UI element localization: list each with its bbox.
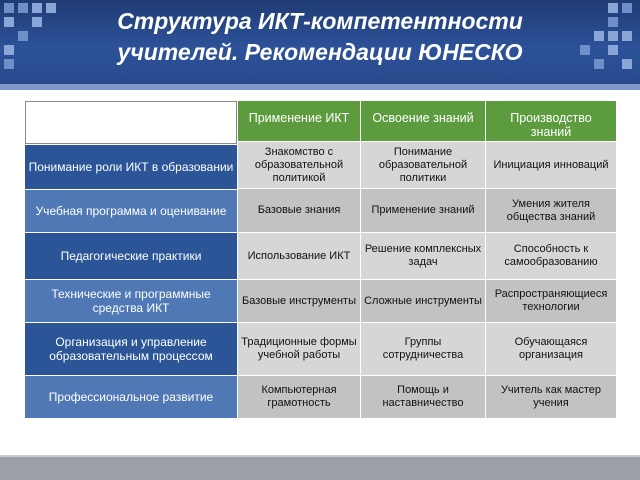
table-cell: Базовые знания (238, 189, 360, 232)
table-cell: Традиционные формы учебной работы (238, 323, 360, 375)
row-header-organization: Организация и управление образовательным процессом (25, 323, 237, 375)
table-cell: Базовые инструменты (238, 280, 360, 322)
decor-square (580, 45, 590, 55)
decor-square (4, 45, 14, 55)
decor-square (594, 31, 604, 41)
title-line-2: учителей. Рекомендации ЮНЕСКО (117, 39, 523, 65)
table-corner (25, 101, 237, 144)
decor-square (608, 3, 618, 13)
table-cell: Распространяющиеся технологии (486, 280, 616, 322)
table-cell: Умения жителя общества знаний (486, 189, 616, 232)
decor-square (608, 31, 618, 41)
decor-square (594, 59, 604, 69)
row-header-tools: Технические и программные средства ИКТ (25, 280, 237, 322)
row-header-professional: Профессиональное развитие (25, 376, 237, 418)
table-cell: Решение комплексных задач (361, 233, 485, 279)
header-band (0, 84, 640, 90)
title-line-1: Структура ИКТ-компетентности (117, 8, 523, 34)
decor-square (18, 3, 28, 13)
slide-title (70, 6, 570, 68)
decor-square (622, 31, 632, 41)
table-cell: Компьютерная грамотность (238, 376, 360, 418)
row-header-curriculum: Учебная программа и оценивание (25, 190, 237, 232)
table-cell: Знакомство с образовательной политикой (238, 142, 360, 188)
decor-square (4, 3, 14, 13)
table-cell: Сложные инструменты (361, 280, 485, 322)
decor-square (608, 45, 618, 55)
table-cell: Инициация инноваций (486, 142, 616, 188)
decor-square (46, 3, 56, 13)
slide-footer (0, 457, 640, 480)
decor-square (18, 31, 28, 41)
row-header-policy: Понимание роли ИКТ в образовании (25, 145, 237, 189)
table-cell: Обучающаяся организация (486, 323, 616, 375)
table-cell: Помощь и наставничество (361, 376, 485, 418)
decor-square (4, 59, 14, 69)
column-header-acquire: Освоение знаний (361, 101, 485, 141)
column-header-apply: Применение ИКТ (238, 101, 360, 141)
decor-square (32, 17, 42, 27)
column-header-create: Производство знаний (486, 101, 616, 141)
row-header-pedagogy: Педагогические практики (25, 233, 237, 279)
decor-square (622, 3, 632, 13)
table-cell: Применение знаний (361, 189, 485, 232)
decor-square (4, 17, 14, 27)
table-cell: Группы сотрудничества (361, 323, 485, 375)
table-cell: Способность к самообразованию (486, 233, 616, 279)
table-cell: Использование ИКТ (238, 233, 360, 279)
decor-square (608, 17, 618, 27)
table-cell: Учитель как мастер учения (486, 376, 616, 418)
decor-square (622, 59, 632, 69)
decor-square (32, 3, 42, 13)
table-cell: Понимание образовательной политики (361, 142, 485, 188)
